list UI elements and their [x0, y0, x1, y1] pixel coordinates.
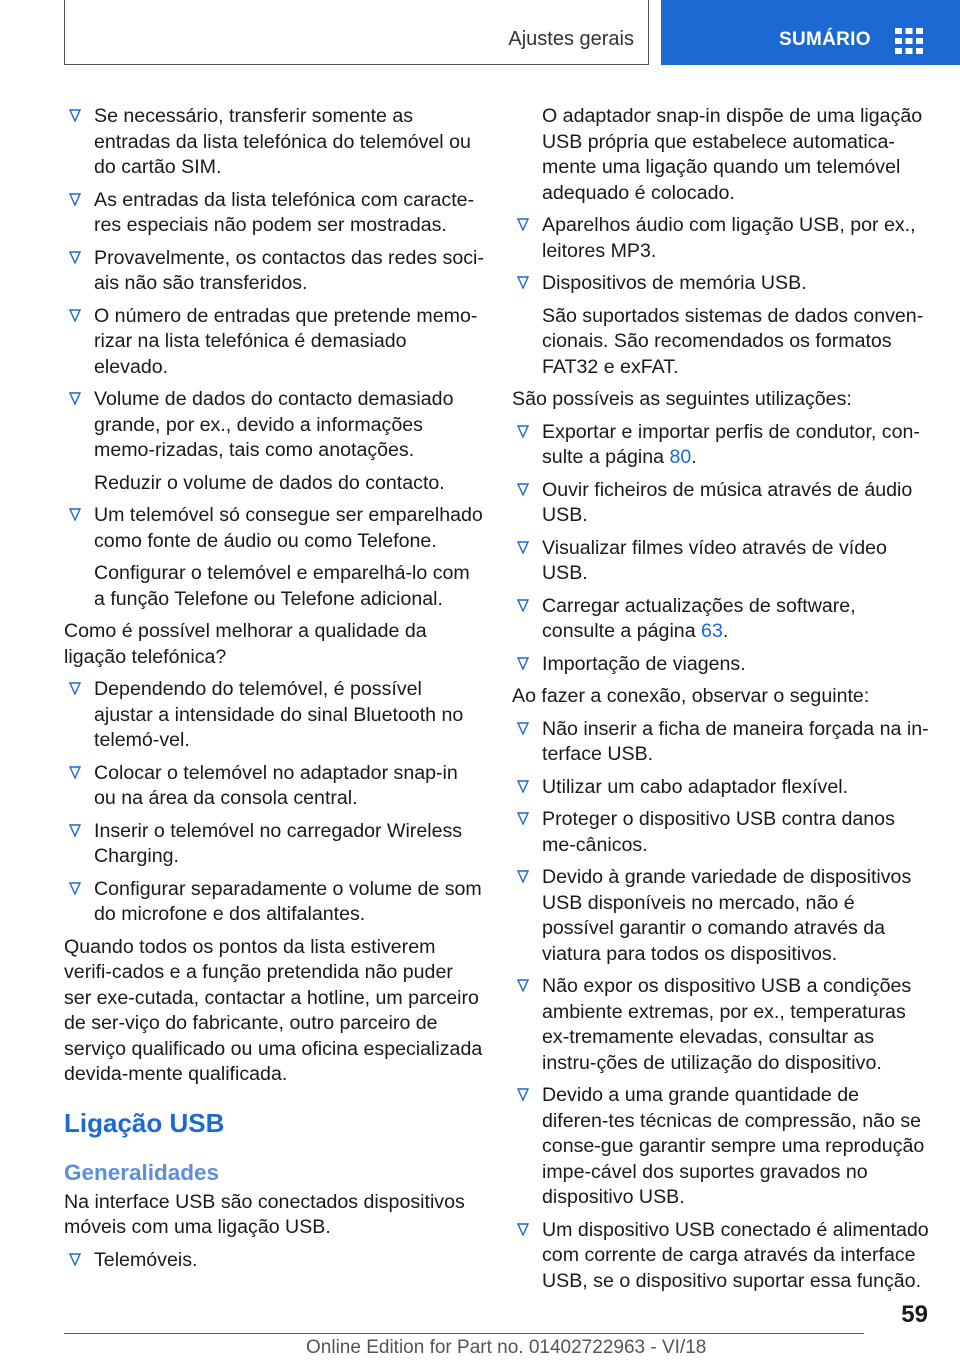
list-item-text: Devido a uma grande quantidade de diferen‐tes técnicas de compressão, não se conse‐gue garantir sempre uma reprodução impe‐cável dos suportes gravados no dispositivo USB. [542, 1084, 925, 1208]
list-item-text: Se necessário, transferir somente as entradas da lista telefónica do telemóvel ou do cartão SIM. [94, 105, 471, 178]
triangle-bullet-icon [517, 870, 529, 883]
subsection-heading: Generalidades [64, 1159, 220, 1185]
list-item [64, 387, 484, 464]
right-column [512, 104, 930, 1301]
list-item [512, 213, 930, 264]
list-item-text: Carregar actualizações de software, consulte a página [542, 594, 856, 642]
triangle-bullet-icon [517, 722, 529, 735]
triangle-bullet-icon [517, 276, 529, 289]
list-item [64, 246, 484, 297]
triangle-bullet-icon [69, 682, 81, 695]
list-item-note: Reduzir o volume de dados do contacto. [94, 471, 445, 494]
list-item-text: Importação de viagens. [542, 652, 746, 675]
edition-text: Online Edition for Part no. 01402722963 - VI/18 [306, 1337, 707, 1358]
triangle-bullet-icon [517, 780, 529, 793]
list-item-text: Dispositivos de memória USB. [542, 272, 807, 294]
triangle-bullet-icon [69, 193, 81, 206]
grid-icon [895, 28, 923, 54]
list-item-text: Um dispositivo USB conectado é alimentado com corrente de carga através da interface USB, se o dispositivo suportar essa função. [542, 1218, 929, 1292]
section-heading: Ligação USB [64, 1107, 225, 1138]
list-item-text: Um telemóvel só consegue ser emparelhado como fonte de áudio ou como Telefone. [94, 504, 483, 552]
list-item [512, 807, 930, 858]
list-item-text: Provavelmente, os contactos das redes soci‐ais não são transferidos. [94, 246, 484, 294]
list-item [512, 717, 930, 768]
list-item-note: Configurar o telemóvel e emparelhá-lo com a função Telefone ou Telefone adicional. [94, 562, 470, 610]
header-section-box [64, 0, 649, 65]
triangle-bullet-icon [517, 979, 529, 992]
page-number: 59 [901, 1301, 928, 1328]
general-paragraph: Na interface USB são conectados dispositivos móveis com uma ligação USB. [64, 1190, 465, 1238]
list-item [512, 536, 930, 587]
triangle-bullet-icon [69, 508, 81, 521]
list-item-text: Aparelhos áudio com ligação USB, por ex., leitores MP3. [542, 214, 916, 262]
triangle-bullet-icon [69, 824, 81, 837]
list-item [512, 974, 930, 1076]
list-item-text: Não inserir a ficha de maneira forçada na in‐terface USB. [542, 717, 929, 765]
list-item [512, 478, 930, 529]
section-title: Ajustes gerais [508, 28, 634, 50]
list-item-text: Utilizar um cabo adaptador flexível. [542, 775, 849, 798]
list-item [512, 594, 930, 645]
list-item-text: Não expor os dispositivo USB a condições ambiente extremas, por ex., temperaturas ex‐tremamente elevadas, consultar as instru‐ções de utilização do dispositivo. [542, 975, 912, 1074]
list-item-text: Ouvir ficheiros de música através de áudio USB. [542, 478, 913, 526]
list-item-period: . [691, 446, 697, 468]
triangle-bullet-icon [69, 766, 81, 779]
list-item [64, 819, 484, 870]
page-link-80[interactable]: 80 [669, 446, 692, 468]
list-item-period: . [722, 620, 729, 642]
list-item [512, 420, 930, 471]
list-item-note: O adaptador snap-in dispõe de uma ligação USB própria que estabelece automatica‐mente uma ligação quando um telemóvel adequado é colocado. [542, 105, 923, 204]
triangle-bullet-icon [69, 309, 81, 322]
triangle-bullet-icon [517, 1223, 529, 1236]
toc-label: SUMÁRIO [779, 29, 871, 50]
list-item [64, 1248, 484, 1274]
left-column [64, 104, 484, 1280]
list-item [512, 775, 930, 801]
triangle-bullet-icon [69, 882, 81, 895]
triangle-bullet-icon [517, 599, 529, 612]
list-item [512, 1218, 930, 1295]
triangle-bullet-icon [69, 251, 81, 264]
uses-intro: São possíveis as seguintes utilizações: [512, 388, 852, 410]
list-item [512, 865, 930, 967]
list-item-text: Telemóveis. [94, 1248, 198, 1271]
list-item-text: Dependendo do telemóvel, é possível ajustar a intensidade do sinal Bluetooth no telemó‐vel. [94, 678, 464, 751]
triangle-bullet-icon [517, 812, 529, 825]
triangle-bullet-icon [69, 392, 81, 405]
list-item-text: Configurar separadamente o volume de som do microfone e dos altifalantes. [94, 877, 482, 925]
triangle-bullet-icon [517, 425, 529, 438]
list-item [64, 877, 484, 928]
list-item-text: Colocar o telemóvel no adaptador snap-in ou na área da consola central. [94, 761, 458, 809]
list-item-note: São suportados sistemas de dados conven‐cionais. São recomendados os formatos FAT32 e exFAT. [542, 304, 924, 378]
list-item [512, 1083, 930, 1211]
list-item-text: Devido à grande variedade de dispositivos USB disponíveis no mercado, não é possível garantir o comando através da viatura para todos os dispositivos. [542, 866, 912, 965]
footer-divider [64, 1333, 864, 1334]
list-item [64, 761, 484, 812]
triangle-bullet-icon [517, 657, 529, 670]
list-item [512, 652, 930, 678]
triangle-bullet-icon [517, 483, 529, 496]
connect-intro: Ao fazer a conexão, observar o seguinte: [512, 685, 870, 707]
triangle-bullet-icon [69, 109, 81, 122]
list-item-text: Inserir o telemóvel no carregador Wireless Charging. [94, 819, 463, 867]
closing-paragraph: Quando todos os pontos da lista estiverem verifi‐cados e a função pretendida não puder ser exe‐cutada, contactar a hotline, um parceiro de ser‐viço do fabricante, outro parceiro de serviço qualificado ou uma oficina especializada devida‐mente qualificada. [64, 935, 483, 1085]
list-item [64, 503, 484, 554]
list-item-text: Volume de dados do contacto demasiado grande, por ex., devido a informações memo‐rizadas, tais como anotações. [94, 388, 454, 461]
list-item [64, 188, 484, 239]
list-item-text: As entradas da lista telefónica com caracte‐res especiais não podem ser mostradas. [94, 188, 475, 236]
page-link-63[interactable]: 63 [701, 620, 723, 642]
list-item-text: Visualizar filmes vídeo através de vídeo USB. [542, 536, 887, 584]
list-item [64, 104, 484, 181]
list-item [64, 677, 484, 754]
list-item [512, 271, 930, 297]
list-item-text: O número de entradas que pretende memo‐rizar na lista telefónica é demasiado elevado. [94, 304, 478, 378]
list-item-text: Proteger o dispositivo USB contra danos me‐cânicos. [542, 808, 895, 856]
triangle-bullet-icon [69, 1253, 81, 1266]
triangle-bullet-icon [517, 218, 529, 231]
list-item [64, 304, 484, 381]
triangle-bullet-icon [517, 541, 529, 554]
toc-button[interactable] [661, 0, 960, 65]
list-item-text: Exportar e importar perfis de condutor, con‐sulte a página [542, 420, 920, 468]
triangle-bullet-icon [517, 1088, 529, 1101]
question-paragraph: Como é possível melhorar a qualidade da ligação telefónica? [64, 620, 427, 668]
